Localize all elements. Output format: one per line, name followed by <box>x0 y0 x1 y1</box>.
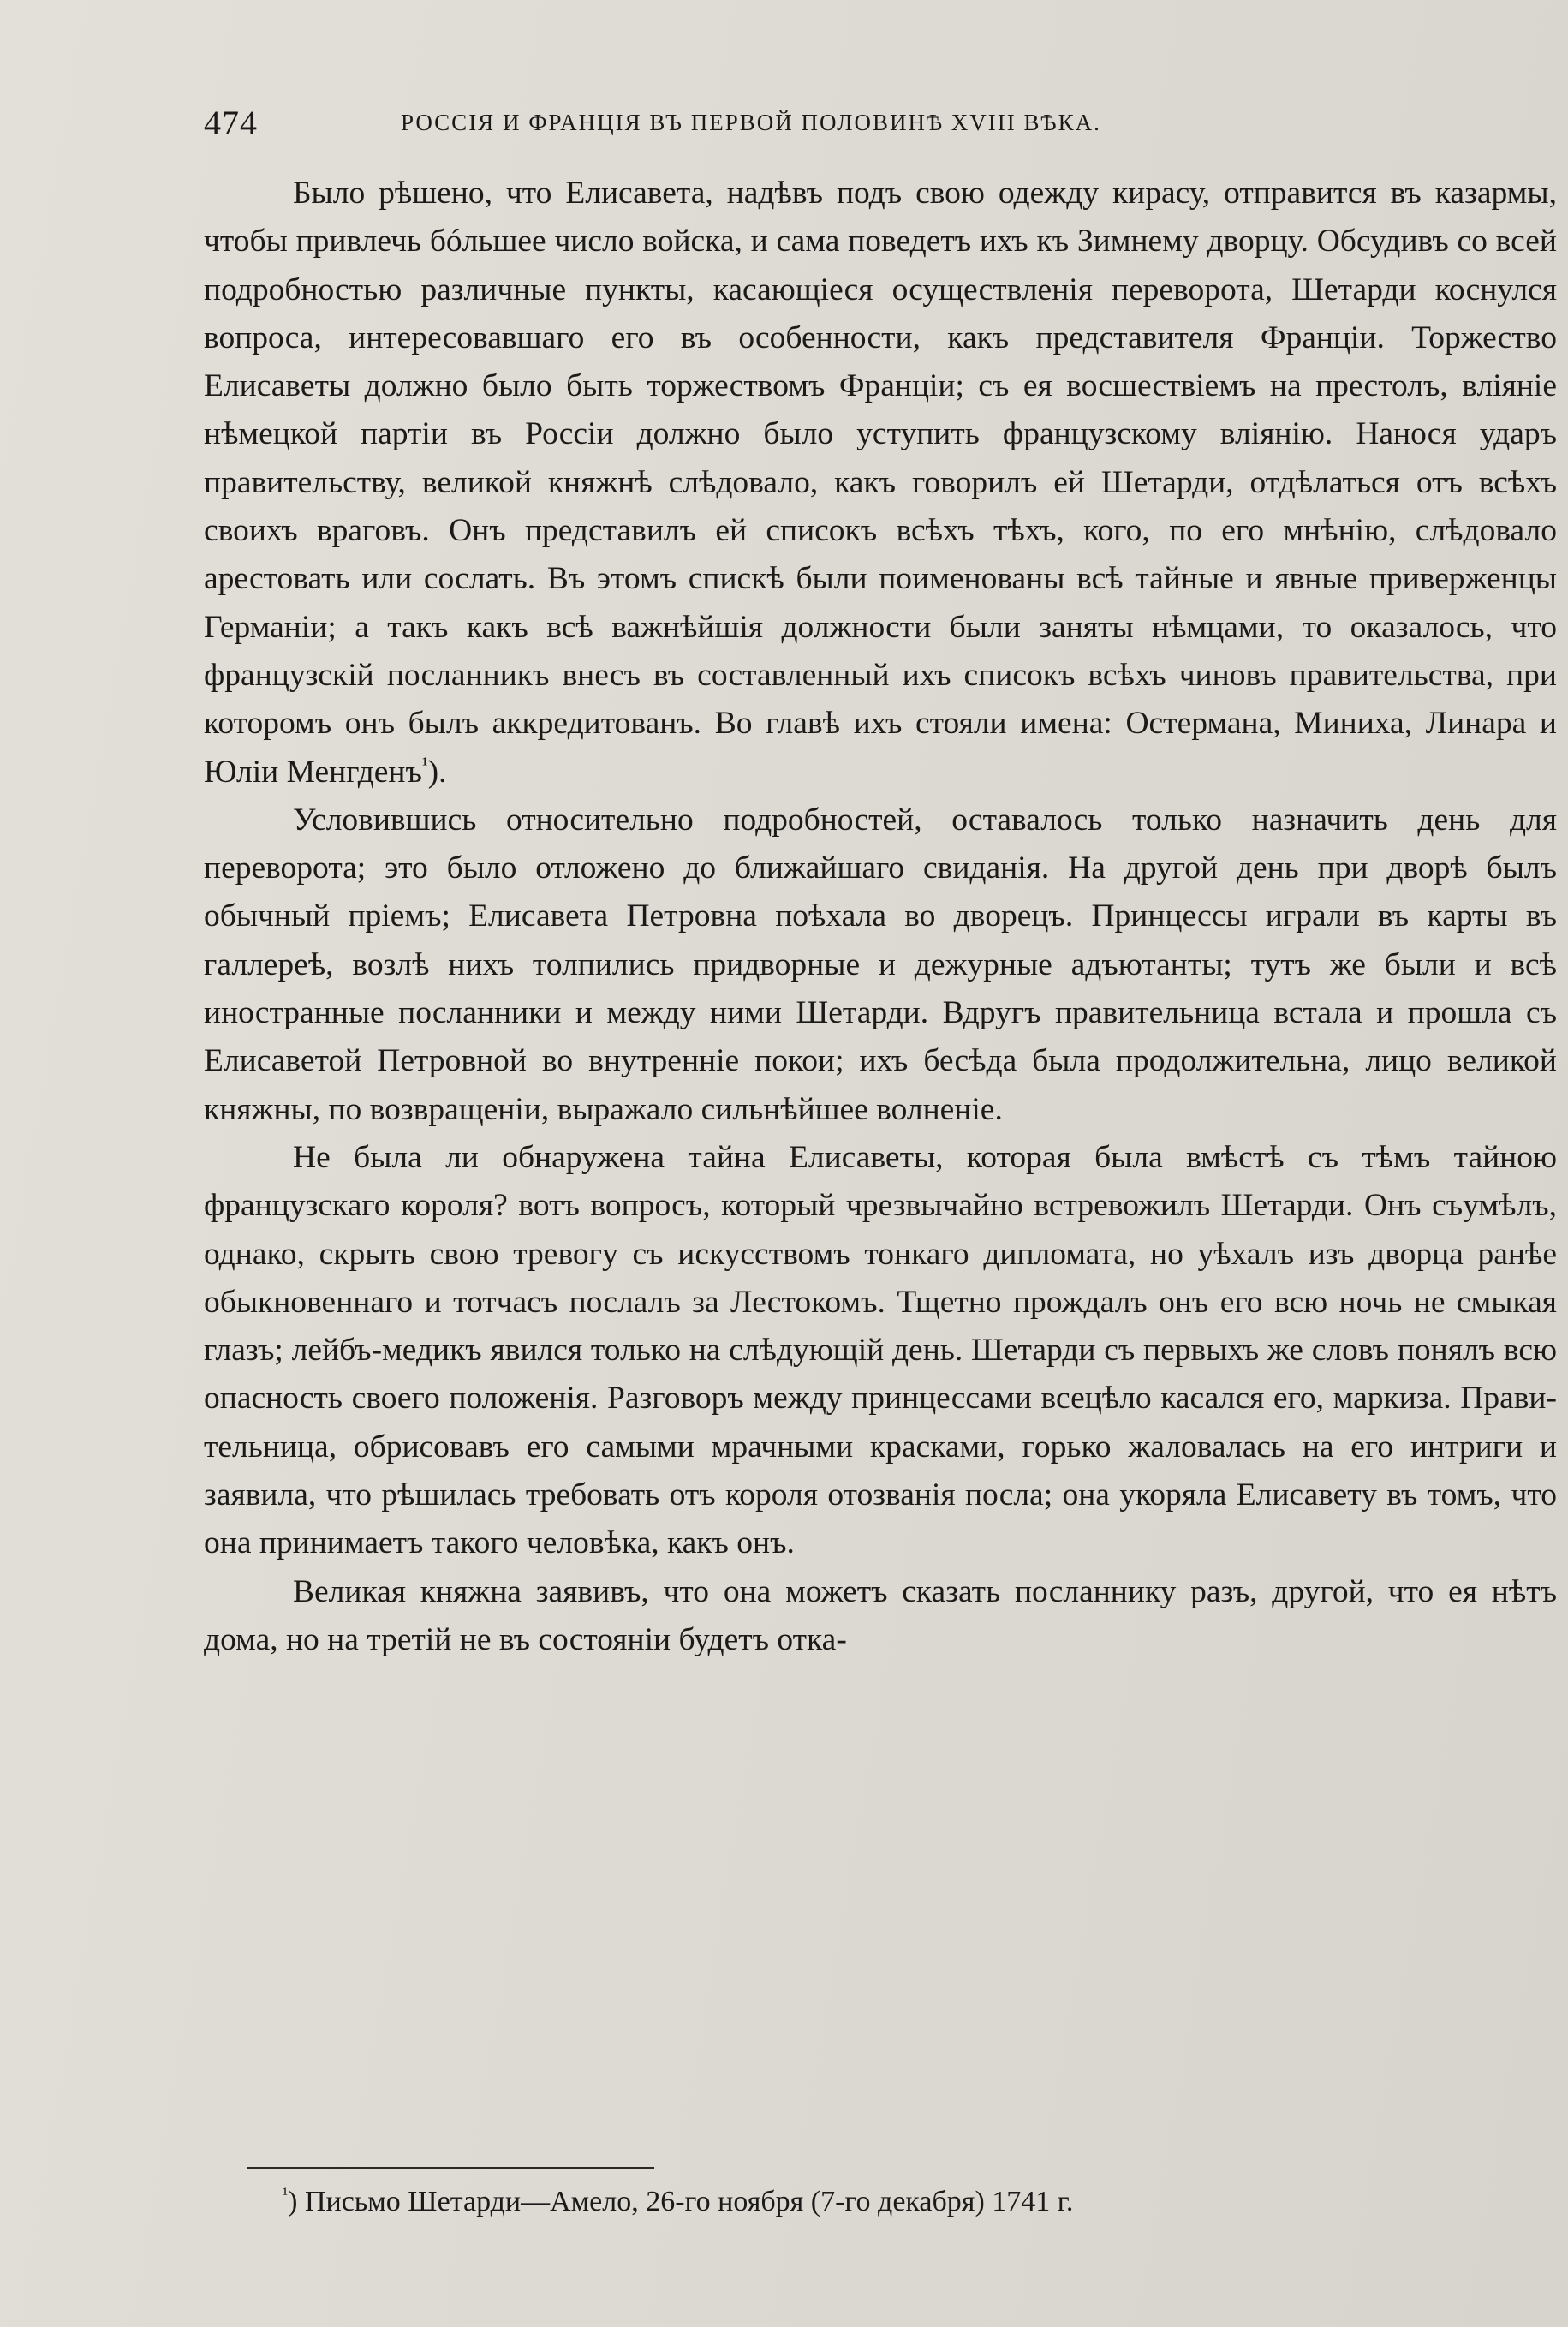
footnote-text: ) Письмо Шетарди—Амело, 26-го ноября (7-го декабря) 1741 г. <box>288 2186 1074 2217</box>
footnote <box>283 2186 1073 2218</box>
paragraph-text: Было рѣшено, что Елисавета, надѣвъ подъ свою одежду кирасу, отправится въ казармы, чтобы привлечь бóльшее число войска, и сама поведетъ ихъ къ Зимнему дворцу. Обсудивъ со всей подробностью различные пункты, касающіеся осуществленія переворота, Шетарди коснулся вопроса, интересовавшаго его въ особенности, какъ представителя Франціи. Торжество Елисаветы должно было быть торжествомъ Франціи; съ ея восшествіемъ на престолъ, вліяніе нѣмецкой партіи въ Россіи должно было уступить французскому вліянію. Нанося ударъ правительству, великой княжнѣ слѣдовало, какъ говорилъ ей Шетарди, отдѣлаться отъ всѣхъ своихъ враговъ. Онъ представилъ ей списокъ всѣхъ тѣхъ, кого, по его мнѣнію, слѣдовало арестовать или сослать. Въ этомъ спискѣ были поименованы всѣ тайные и явные приверженцы Германіи; а такъ какъ всѣ важнѣйшія должности были заняты нѣмцами, то оказалось, что французскій посланникъ внесъ въ составленный ихъ списокъ всѣхъ чиновъ правительства, при которомъ онъ былъ аккредитованъ. Во главѣ ихъ стояли имена: Остермана, Миниха, Линара и Юліи Менгденъ <box>204 176 1557 790</box>
paragraph-text: Великая княжна заявивъ, что она можетъ сказать посланнику разъ, другой, что ея нѣтъ дома, но на третій не въ состояніи будетъ отка- <box>204 1573 1557 1657</box>
footnote-divider <box>247 2167 654 2169</box>
running-title: РОССІЯ И ФРАНЦІЯ ВЪ ПЕРВОЙ ПОЛОВИНѢ XVIII ВѢКА. <box>401 110 1101 135</box>
paragraph-1 <box>204 170 1557 797</box>
page-header <box>204 92 1557 170</box>
footnote-reference[interactable]: ¹ <box>421 753 428 775</box>
paragraph-3 <box>204 1134 1557 1568</box>
footnote-marker: ¹ <box>283 2185 289 2205</box>
paragraph-4 <box>204 1568 1557 1665</box>
page-number: 474 <box>204 104 258 142</box>
paragraph-tail: ). <box>427 754 447 790</box>
paragraph-text: Не была ли обнаружена тайна Елисаветы, которая была вмѣстѣ съ тѣмъ тайною французскаго короля? вотъ вопросъ, который чрезвычайно встревожилъ Шетарди. Онъ съумѣлъ, однако, скрыть свою тревогу съ искусствомъ тонкаго дипломата, но уѣхалъ изъ дворца ранѣе обыкновеннаго и тотчасъ послалъ за Лестокомъ. Тщетно прождалъ онъ его всю ночь не смыкая глазъ; лейбъ-медикъ явился только на слѣдующій день. Шетарди съ первыхъ же словъ понялъ всю опасность своего положенія. Разговоръ между принцессами всецѣло касался его, маркиза. Правительница, обрисовавъ его самыми мрачными красками, горько жаловалась на его интриги и заявила, что рѣшилась требовать отъ короля отозванія посла; она укоряла Елисавету въ томъ, что она принимаетъ такого человѣка, какъ онъ. <box>204 1139 1557 1561</box>
paragraph-text: Условившись относительно подробностей, оставалось только назначить день для переворота; это было отложено до ближайшаго свиданія. На другой день при дворѣ былъ обычный пріемъ; Елисавета Петровна поѣхала во дворецъ. Принцессы играли въ карты въ галлереѣ, возлѣ нихъ толпились придворные и дежурные адъютанты; тутъ же были и всѣ иностранные посланники и между ними Шетарди. Вдругъ правительница встала и прошла съ Елисаветой Петровной во внутренніе покои; ихъ бесѣда была продолжительна, лицо великой княжны, по возвращеніи, выражало сильнѣйшее волненіе. <box>204 802 1557 1127</box>
paragraph-2 <box>204 797 1557 1134</box>
text-block <box>204 92 1557 1664</box>
